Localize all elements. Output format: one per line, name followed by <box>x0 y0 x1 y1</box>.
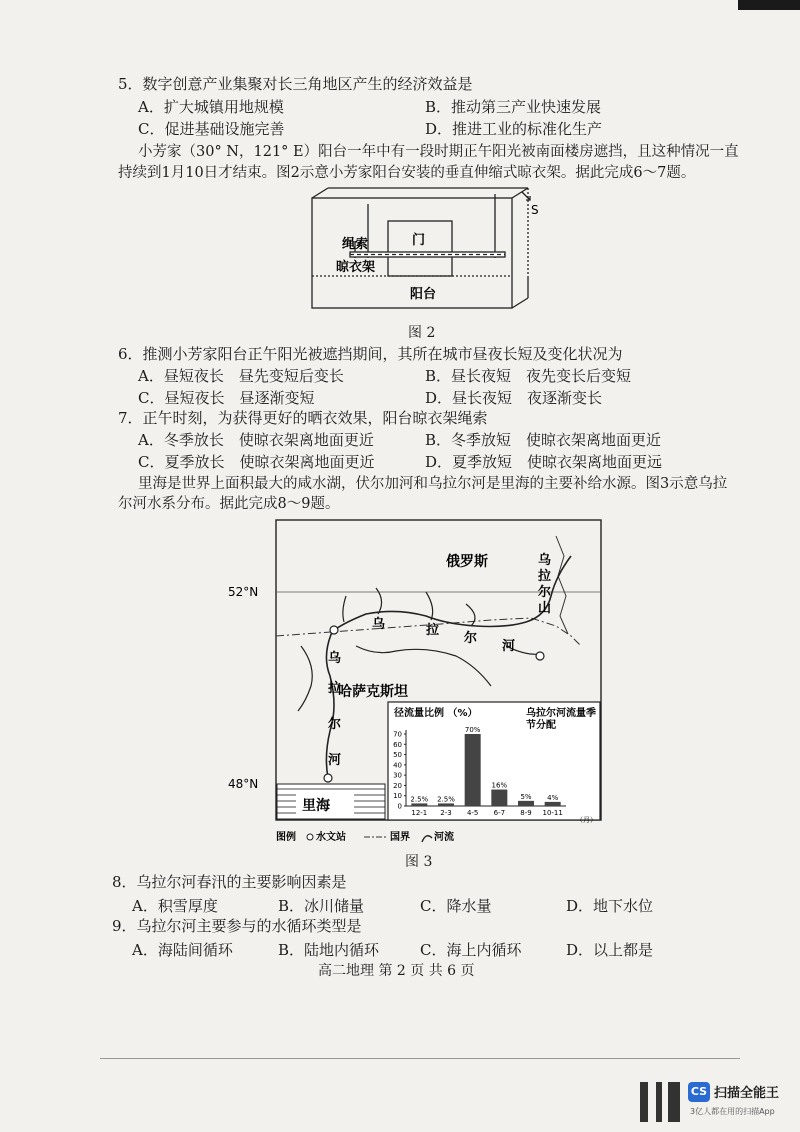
q5-stem: 5．数字创意产业集聚对长三角地区产生的经济效益是 <box>118 75 473 93</box>
scanner-tagline: 3亿人都在用的扫描App <box>690 1107 775 1116</box>
q5-option-b: B．推动第三产业快速发展 <box>425 98 602 116</box>
bar-12-1 <box>411 803 427 806</box>
scanner-logo-icon: CS <box>688 1082 710 1102</box>
y-tick-label: 50 <box>393 751 402 760</box>
x-tick-label: 2-3 <box>440 809 452 817</box>
mountain-char-3: 尔 <box>538 585 552 600</box>
south-arrow-label: S <box>531 203 539 217</box>
q6-option-a: A．昼短夜长 昼先变短后变长 <box>138 367 344 385</box>
figure-3-caption: 图 3 <box>405 854 433 870</box>
x-tick-label: 10-11 <box>542 809 563 817</box>
chart-xlabel: （月） <box>576 816 597 824</box>
q9-option-a: A．海陆间循环 <box>132 941 233 959</box>
intro1-line1: 小芳家（30° N，121° E）阳台一年中有一段时期正午阳光被南面楼房遮挡，且这种情况一直 <box>138 144 739 160</box>
figure-2-balcony <box>300 186 550 316</box>
lat-48-label: 48°N <box>228 777 259 791</box>
bar-value-label: 2.5% <box>410 795 429 804</box>
lat-52-label: 52°N <box>228 585 259 599</box>
q9-option-d: D．以上都是 <box>566 941 654 959</box>
y-tick-label: 20 <box>393 781 402 790</box>
legend-border: 国界 <box>390 832 410 843</box>
q7-stem: 7．正午时刻，为获得更好的晒衣效果，阳台晾衣架绳索 <box>118 409 488 427</box>
q8-stem: 8．乌拉尔河春汛的主要影响因素是 <box>112 873 347 891</box>
x-tick-label: 6-7 <box>493 809 506 817</box>
figure-2-caption: 图 2 <box>408 325 436 341</box>
balcony-label: 阳台 <box>410 287 437 302</box>
q9-option-b: B．陆地内循环 <box>278 941 380 959</box>
bar-8-9 <box>518 801 534 806</box>
river-h-char-3: 尔 <box>464 631 478 646</box>
y-tick-label: 10 <box>393 792 402 801</box>
hydro-station-upper <box>330 626 338 634</box>
q9-stem: 9．乌拉尔河主要参与的水循环类型是 <box>112 917 362 935</box>
chart-title-1: 乌拉尔河流量季 <box>526 708 596 719</box>
legend-river: 河流 <box>434 832 454 843</box>
river-h-char-1: 乌 <box>372 617 386 632</box>
bar-4-5 <box>465 734 481 806</box>
door-label: 门 <box>412 233 426 248</box>
y-tick-label: 30 <box>393 771 402 780</box>
river-v-char-4: 河 <box>328 753 342 768</box>
bar-value-label: 70% <box>464 726 481 734</box>
rack-label: 晾衣架 <box>336 260 376 275</box>
q6-option-c: C．昼短夜长 昼逐渐变短 <box>138 389 315 407</box>
intro1-line2: 持续到1月10日才结束。图2示意小芳家阳台安装的垂直伸缩式晾衣架。据此完成6～7题。 <box>118 165 696 181</box>
q7-option-b: B．冬季放短 使晾衣架离地面更近 <box>425 431 662 449</box>
river-v-char-3: 尔 <box>328 717 342 732</box>
x-tick-label: 4-5 <box>466 809 479 817</box>
intro2-line2: 尔河水系分布。据此完成8～9题。 <box>118 496 340 512</box>
q8-option-d: D．地下水位 <box>566 897 654 915</box>
q8-option-a: A．积雪厚度 <box>132 897 218 915</box>
chart-ylabel: 径流量比例 （%） <box>394 708 478 719</box>
bar-value-label: 16% <box>491 781 508 790</box>
q5-option-a: A．扩大城镇用地规模 <box>138 98 284 116</box>
page-footer: 高二地理 第 2 页 共 6 页 <box>318 963 475 979</box>
river-v-char-2: 拉 <box>328 681 342 696</box>
bar-value-label: 5% <box>520 792 532 801</box>
mountain-char-4: 山 <box>538 601 552 616</box>
q7-option-a: A．冬季放长 使晾衣架离地面更近 <box>138 431 374 449</box>
q5-option-d: D．推进工业的标准化生产 <box>425 120 603 138</box>
kazakhstan-label: 哈萨克斯坦 <box>338 684 408 700</box>
bottom-divider <box>100 1058 740 1059</box>
x-tick-label: 12-1 <box>411 809 428 817</box>
q8-option-b: B．冰川储量 <box>278 897 365 915</box>
q7-option-c: C．夏季放长 使晾衣架离地面更近 <box>138 453 375 471</box>
caspian-sea-label: 里海 <box>302 798 330 814</box>
qr-code-icon <box>640 1082 680 1122</box>
chart-title-2: 节分配 <box>526 720 556 731</box>
bar-10-11 <box>545 802 561 806</box>
bar-value-label: 4% <box>547 793 559 802</box>
q6-stem: 6．推测小芳家阳台正午阳光被遮挡期间，其所在城市昼夜长短及变化状况为 <box>118 345 623 363</box>
q5-option-c: C．促进基础设施完善 <box>138 120 285 138</box>
hydro-station-east <box>536 652 544 660</box>
q8-option-c: C．降水量 <box>420 897 492 915</box>
mountain-char-2: 拉 <box>538 569 552 584</box>
legend-station: 水文站 <box>316 832 346 843</box>
intro2-line1: 里海是世界上面积最大的咸水湖，伏尔加河和乌拉尔河是里海的主要补给水源。图3示意乌拉 <box>138 476 728 492</box>
bar-2-3 <box>438 803 454 806</box>
q7-option-d: D．夏季放短 使晾衣架离地面更远 <box>425 453 663 471</box>
y-tick-label: 70 <box>393 730 402 739</box>
y-tick-label: 40 <box>393 761 402 770</box>
x-tick-label: 8-9 <box>520 809 532 817</box>
y-tick-label: 60 <box>393 740 402 749</box>
legend-label: 图例 <box>276 832 296 843</box>
figure-3-ural-map <box>226 516 606 851</box>
hydro-station-lower <box>324 774 332 782</box>
scan-edge-shadow <box>738 0 800 10</box>
bar-6-7 <box>491 790 507 806</box>
river-v-char-1: 乌 <box>328 651 342 666</box>
russia-label: 俄罗斯 <box>446 554 488 570</box>
runoff-inset-chart <box>388 702 600 824</box>
q6-option-d: D．昼长夜短 夜逐渐变长 <box>425 389 603 407</box>
mountain-char-1: 乌 <box>538 553 552 568</box>
scanner-brand: 扫描全能王 <box>714 1086 780 1101</box>
river-h-char-2: 拉 <box>426 623 440 638</box>
y-tick-label: 0 <box>397 802 402 811</box>
bar-value-label: 2.5% <box>437 795 455 804</box>
rope-label: 绳索 <box>342 237 369 252</box>
q9-option-c: C．海上内循环 <box>420 941 522 959</box>
river-h-char-4: 河 <box>502 639 516 654</box>
q6-option-b: B．昼长夜短 夜先变长后变短 <box>425 367 632 385</box>
